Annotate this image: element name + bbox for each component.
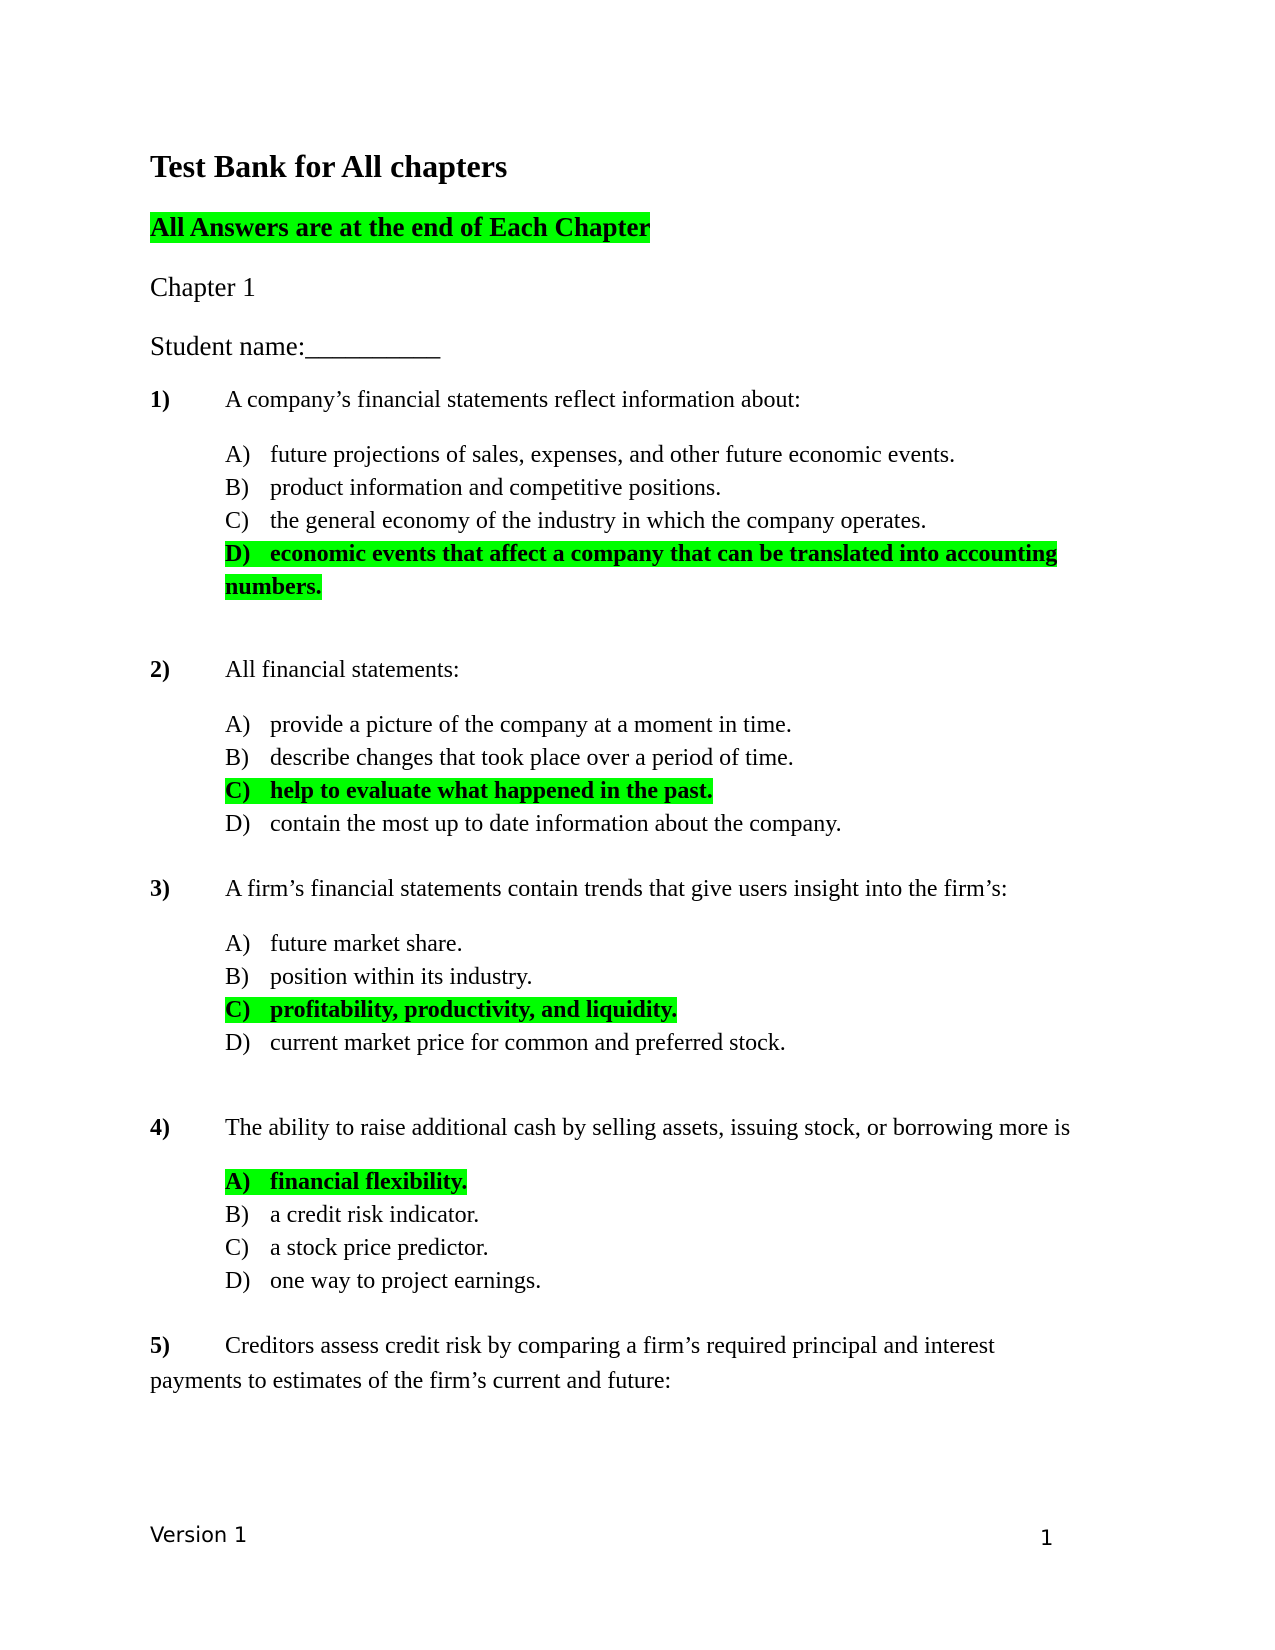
- question-text: A firm’s financial statements contain trends that give users insight into the firm’s:: [225, 876, 1008, 902]
- option-text: current market price for common and preferred stock.: [270, 1030, 786, 1056]
- chapter-label: Chapter 1: [150, 272, 256, 302]
- option-text: future projections of sales, expenses, and other future economic events.: [270, 442, 956, 468]
- answer-option: [225, 811, 842, 838]
- question-number: 5): [150, 1333, 170, 1359]
- option-text: a credit risk indicator.: [270, 1202, 480, 1228]
- option-text: describe changes that took place over a period of time.: [270, 745, 794, 771]
- option-letter: B): [225, 1202, 249, 1228]
- question-text: A company’s financial statements reflect information about:: [225, 387, 801, 413]
- option-letter: A): [225, 712, 251, 738]
- answer-option: [225, 712, 792, 739]
- answer-option: [225, 964, 532, 991]
- answer-option: [225, 745, 794, 772]
- option-letter: C): [225, 508, 249, 534]
- option-letter: D): [225, 1268, 251, 1294]
- option-letter: B): [225, 475, 249, 501]
- option-text: profitability, productivity, and liquidity.: [270, 997, 678, 1023]
- option-text: product information and competitive positions.: [270, 475, 722, 501]
- option-letter: C): [225, 778, 251, 804]
- option-text: one way to project earnings.: [270, 1268, 542, 1294]
- answers-note: All Answers are at the end of Each Chapter: [150, 212, 651, 242]
- document-title: Test Bank for All chapters: [150, 148, 508, 184]
- question-text: Creditors assess credit risk by comparing a firm’s required principal and interest: [225, 1333, 995, 1359]
- question-number: 2): [150, 657, 170, 683]
- option-letter: C): [225, 997, 251, 1023]
- option-letter: C): [225, 1235, 249, 1261]
- answer-option: [225, 508, 926, 535]
- option-text: financial flexibility.: [270, 1169, 468, 1195]
- option-text: economic events that affect a company that can be translated into accounting: [270, 541, 1058, 567]
- answer-option: [225, 475, 721, 502]
- footer-version: Version 1: [150, 1523, 248, 1547]
- page-number: 1: [1040, 1526, 1054, 1550]
- answer-option: [225, 1268, 541, 1295]
- answer-option: [225, 1030, 786, 1057]
- question-text: The ability to raise additional cash by selling assets, issuing stock, or borrowing more is: [225, 1115, 1071, 1141]
- student-name-field: Student name:__________: [150, 331, 441, 361]
- option-text: provide a picture of the company at a moment in time.: [270, 712, 792, 738]
- option-letter: A): [225, 442, 251, 468]
- answer-option: [225, 442, 955, 469]
- option-text: help to evaluate what happened in the past.: [270, 778, 713, 804]
- option-letter: D): [225, 1030, 251, 1056]
- correct-answer-option: [225, 997, 677, 1024]
- option-text: future market share.: [270, 931, 463, 957]
- option-letter: D): [225, 811, 251, 837]
- option-text: position within its industry.: [270, 964, 533, 990]
- answer-option: [225, 1202, 479, 1229]
- question-number: 3): [150, 876, 170, 902]
- correct-answer-continuation: [225, 574, 322, 601]
- option-letter: B): [225, 745, 249, 771]
- answer-option: [225, 1235, 489, 1262]
- option-letter: D): [225, 541, 251, 567]
- correct-answer-option: [225, 778, 713, 805]
- question-text: All financial statements:: [225, 657, 460, 683]
- option-text: a stock price predictor.: [270, 1235, 489, 1261]
- answer-option: [225, 931, 463, 958]
- option-letter: A): [225, 931, 251, 957]
- option-text-continued: numbers.: [225, 574, 322, 600]
- question-text-continued: payments to estimates of the firm’s current and future:: [150, 1368, 672, 1394]
- correct-answer-option: [225, 541, 1057, 568]
- question-number: 4): [150, 1115, 170, 1141]
- option-text: contain the most up to date information about the company.: [270, 811, 842, 837]
- option-letter: B): [225, 964, 249, 990]
- correct-answer-option: [225, 1169, 467, 1196]
- option-text: the general economy of the industry in which the company operates.: [270, 508, 927, 534]
- option-letter: A): [225, 1169, 251, 1195]
- question-number: 1): [150, 387, 170, 413]
